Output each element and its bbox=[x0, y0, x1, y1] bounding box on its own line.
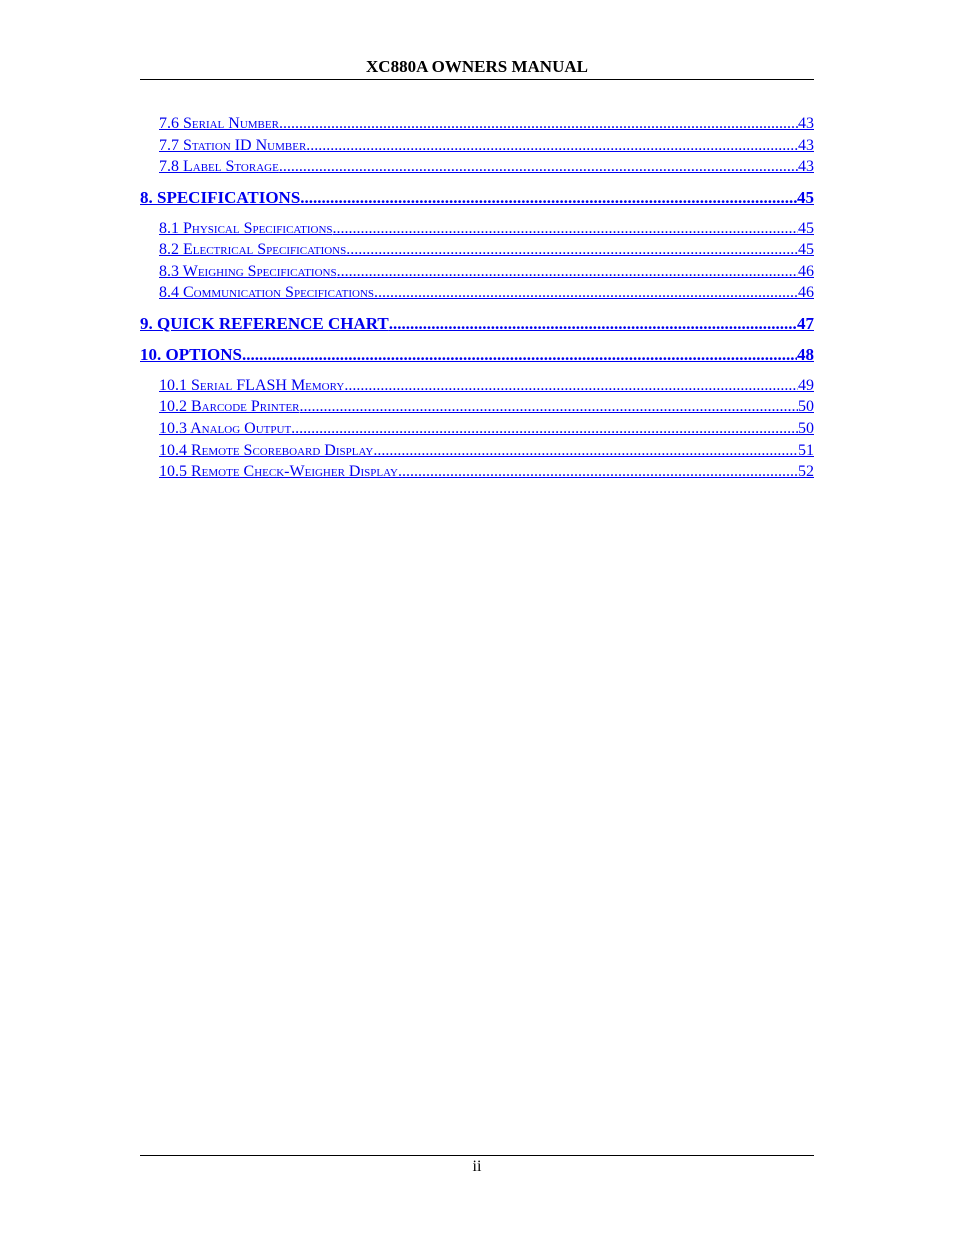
toc-leader-dots bbox=[300, 186, 797, 209]
toc-entry-page: 43 bbox=[798, 158, 814, 175]
toc-entry-barcode-printer[interactable] bbox=[159, 396, 814, 417]
page-number: ii bbox=[472, 1158, 482, 1175]
toc-entry-label: 7.6 Serial Number bbox=[159, 115, 279, 132]
toc-entry-page: 47 bbox=[797, 314, 814, 333]
toc-leader-dots bbox=[389, 312, 797, 335]
toc-entry-label-storage[interactable] bbox=[159, 156, 814, 177]
toc-leader-dots bbox=[374, 282, 798, 303]
toc-entry-page: 45 bbox=[798, 241, 814, 258]
toc-entry-remote-check-weigher-display[interactable] bbox=[159, 461, 814, 482]
toc-leader-dots bbox=[337, 261, 798, 282]
toc-entry-weighing-specifications[interactable] bbox=[159, 261, 814, 282]
toc-leader-dots bbox=[291, 418, 798, 439]
toc-entry-label: 10.1 Serial FLASH Memory bbox=[159, 377, 345, 394]
toc-entry-label: 10.3 Analog Output bbox=[159, 420, 292, 437]
toc-entry-label: 8.1 Physical Specifications bbox=[159, 220, 333, 237]
toc-entry-label: 10.4 Remote Scoreboard Display bbox=[159, 442, 374, 459]
toc-leader-dots bbox=[242, 343, 797, 366]
toc-leader-dots bbox=[306, 135, 798, 156]
toc-entry-page: 52 bbox=[798, 463, 814, 480]
toc-entry-analog-output[interactable] bbox=[159, 418, 814, 439]
toc-entry-station-id-number[interactable] bbox=[159, 135, 814, 156]
toc-leader-dots bbox=[300, 396, 798, 417]
footer-divider bbox=[140, 1155, 814, 1156]
toc-entry-page: 50 bbox=[798, 420, 814, 437]
toc-entry-page: 43 bbox=[798, 115, 814, 132]
toc-entry-label: 7.7 Station ID Number bbox=[159, 137, 307, 154]
toc-entry-label: 10. OPTIONS bbox=[140, 345, 243, 364]
header-divider bbox=[140, 79, 814, 80]
toc-entry-label: 8.4 Communication Specifications bbox=[159, 284, 375, 301]
toc-entry-electrical-specifications[interactable] bbox=[159, 239, 814, 260]
toc-entry-page: 46 bbox=[798, 263, 814, 280]
toc-leader-dots bbox=[333, 218, 798, 239]
toc-entry-label: 8.3 Weighing Specifications bbox=[159, 263, 337, 280]
toc-entry-label: 10.5 Remote Check-Weigher Display bbox=[159, 463, 398, 480]
toc-leader-dots bbox=[344, 375, 798, 396]
toc-entry-serial-flash-memory[interactable] bbox=[159, 375, 814, 396]
toc-leader-dots bbox=[346, 239, 798, 260]
toc-entry-specifications[interactable] bbox=[140, 186, 814, 209]
toc-entry-page: 45 bbox=[797, 188, 814, 207]
toc-entry-page: 50 bbox=[798, 398, 814, 415]
toc-leader-dots bbox=[279, 156, 798, 177]
toc-entry-label: 8.2 Electrical Specifications bbox=[159, 241, 347, 258]
toc-entry-label: 9. QUICK REFERENCE CHART bbox=[140, 314, 389, 333]
toc-entry-page: 51 bbox=[798, 442, 814, 459]
toc-entry-communication-specifications[interactable] bbox=[159, 282, 814, 303]
toc-entry-page: 46 bbox=[798, 284, 814, 301]
toc-entry-label: 10.2 Barcode Printer bbox=[159, 398, 300, 415]
toc-entry-serial-number[interactable] bbox=[159, 113, 814, 134]
toc-entry-page: 45 bbox=[798, 220, 814, 237]
toc-leader-dots bbox=[279, 113, 798, 134]
toc-entry-label: 8. SPECIFICATIONS bbox=[140, 188, 301, 207]
toc-entry-page: 49 bbox=[798, 377, 814, 394]
toc-entry-page: 43 bbox=[798, 137, 814, 154]
toc-entry-physical-specifications[interactable] bbox=[159, 218, 814, 239]
page-header-title: XC880A OWNERS MANUAL bbox=[366, 57, 588, 76]
toc-entry-options[interactable] bbox=[140, 343, 814, 366]
toc-leader-dots bbox=[398, 461, 798, 482]
toc-entry-page: 48 bbox=[797, 345, 814, 364]
toc-entry-label: 7.8 Label Storage bbox=[159, 158, 279, 175]
toc-leader-dots bbox=[373, 440, 798, 461]
toc-entry-quick-reference-chart[interactable] bbox=[140, 312, 814, 335]
toc-entry-remote-scoreboard-display[interactable] bbox=[159, 440, 814, 461]
